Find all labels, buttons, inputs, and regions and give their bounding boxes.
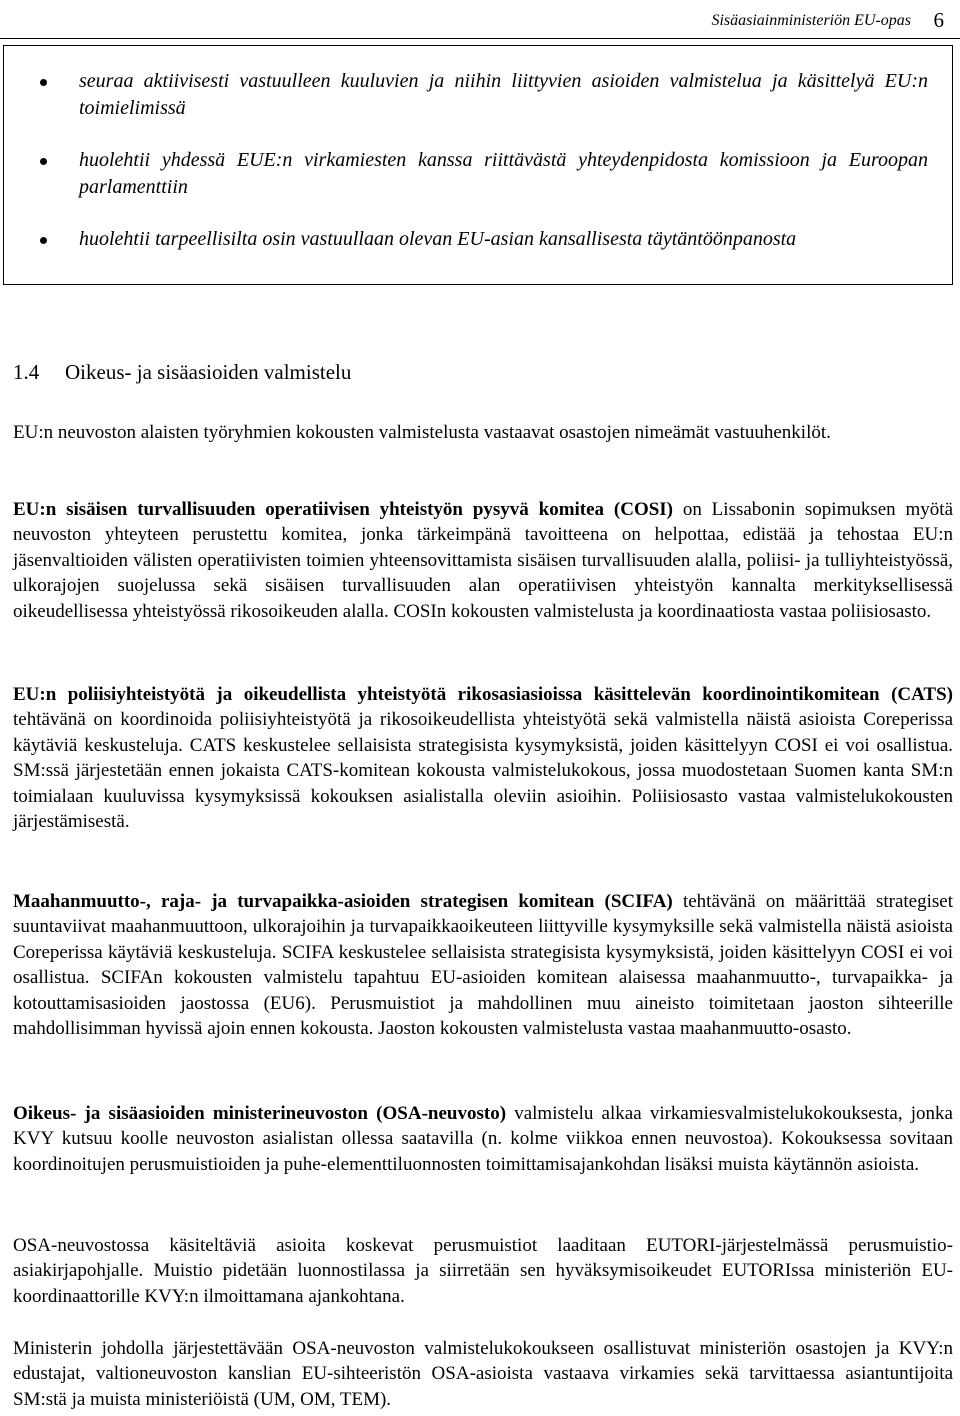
bullet-icon (40, 158, 47, 165)
paragraph-text: valmistelu alkaa virkamiesvalmistelukokouksesta, jonka KVY kutsuu koolle neuvoston asialistan ollessa saatavilla (n. kolme viikkoa ennen neuvostoa). Kokouksessa sovitaan koordinoitujen perusmuistioiden ja puhe-elementtiluonnosten toimittamisajankohdan lisäksi muista käytännön asioista. (13, 1103, 953, 1175)
page-number: 6 (933, 8, 944, 32)
paragraph-cats (13, 682, 953, 834)
document-title: Sisäasiainministeriön EU-opas (711, 12, 911, 29)
paragraph-text: OSA-neuvostossa käsiteltäviä asioita koskevat perusmuistiot laaditaan EUTORI-järjestelmässä perusmuistio-asiakirjapohjalle. Muistio pidetään luonnostilassa ja siirretään sen hyväksymisoikeudet EUTORIssa ministeriön EU-koordinaattorille KVY:n ilmoittamana ajankohtana. (13, 1235, 953, 1307)
paragraph-text: tehtävänä on määrittää strategiset suuntaviivat maahanmuuttoon, ulkorajoihin ja turvapaikkaoikeuteen liittyville kysymyksille sekä valmistella näistä asioista Coreperissa käytäviä keskusteluja. SCIFA keskustelee sellaisista strategisista kysymyksistä, joiden käsittelyyn COSI ei voi osallistua. SCIFAn kokousten valmistelu tapahtuu EU-asioiden komitean alaisessa maahanmuutto-, turvapaikka- ja kotouttamisasioiden jaostossa (EU6). Perusmuistiot ja mahdollinen muu aineisto toimitetaan jaoston sihteerille mahdollisimman hyvissä ajoin ennen kokousta. Jaoston kokousten valmistelusta vastaa maahanmuutto-osasto. (13, 891, 953, 1040)
bullet-list (4, 68, 952, 253)
list-item (4, 226, 952, 253)
responsibilities-box (3, 45, 953, 285)
paragraph-scifa (13, 889, 953, 1041)
bullet-icon (40, 237, 47, 244)
paragraph-text: Ministerin johdolla järjestettävään OSA-neuvoston valmistelukokoukseen osallistuvat ministeriön osastojen ja KVY:n edustajat, valtioneuvoston kanslian EU-sihteeristön OSA-asioista vastaava virkamies sekä tarvittaessa asiantuntijoita SM:stä ja muista ministeriöistä (UM, OM, TEM). (13, 1338, 953, 1410)
section-heading (13, 359, 351, 386)
section-title: Oikeus- ja sisäasioiden valmistelu (65, 360, 352, 384)
paragraph-bold-lead: Maahanmuutto-, raja- ja turvapaikka-asioiden strategisen komitean (SCIFA) (13, 891, 673, 912)
paragraph-bold-lead: EU:n poliisiyhteistyötä ja oikeudellista yhteistyötä rikosasiasioissa käsittelevän koordinointikomitean (CATS) (13, 684, 953, 705)
bullet-icon (40, 79, 47, 86)
paragraph-cosi (13, 497, 953, 624)
section-number: 1.4 (13, 360, 40, 384)
list-item (4, 147, 952, 201)
paragraph-text: on Lissabonin sopimuksen myötä neuvoston yhteyteen perustettu komitea, jonka tärkeimpänä tavoitteena on helpottaa, edistää ja tehostaa EU:n jäsenvaltioiden välisten operatiivisten toimien yhteensovittamista sisäisen turvallisuuden alalla, poliisi- ja tulliyhteistyössä, ulkorajojen suojelussa sekä sisäisen turvallisuuden alan operatiivisen yhteistyön kannalta merkityksellisessä oikeudellisessa yhteistyössä rikosoikeuden alalla. COSIn kokousten valmistelusta ja koordinaatiosta vastaa poliisiosasto. (13, 499, 953, 622)
header-divider (0, 38, 960, 39)
list-item-text: huolehtii tarpeellisilta osin vastuullaan olevan EU-asian kansallisesta täytäntöönpanosta (79, 228, 797, 250)
paragraph-bold-lead: Oikeus- ja sisäasioiden ministerineuvoston (OSA-neuvosto) (13, 1103, 507, 1124)
paragraph-osa-council (13, 1101, 953, 1177)
page-header (0, 8, 944, 36)
list-item-text: huolehtii yhdessä EUE:n virkamiesten kanssa riittävästä yhteydenpidosta komissioon ja Euroopan parlamenttiin (79, 149, 928, 198)
paragraph-working-groups (13, 420, 953, 445)
list-item-text: seuraa aktiivisesti vastuulleen kuuluvien ja niihin liittyvien asioiden valmistelua ja käsittelyä EU:n toimielimissä (79, 70, 928, 119)
list-item (4, 68, 952, 122)
paragraph-text: tehtävänä on koordinoida poliisiyhteistyötä ja rikosoikeudellista yhteistyötä sekä valmistella näistä asioista Coreperissa käytäviä keskusteluja. CATS keskustelee sellaisista strategisista kysymyksistä, joiden käsittelyyn COSI ei voi osallistua. SM:ssä järjestetään ennen jokaista CATS-komitean kokousta valmistelukokous, jossa muodostetaan Suomen kanta SM:n toimialaan kuuluvissa kysymyksissä kokouksen asialistalla oleviin asioihin. Poliisiosasto vastaa valmistelukokousten järjestämisestä. (13, 709, 953, 833)
paragraph-text: EU:n neuvoston alaisten työryhmien kokousten valmistelusta vastaavat osastojen nimeämät vastuuhenkilöt. (13, 422, 831, 443)
paragraph-preparation-meeting (13, 1336, 953, 1412)
paragraph-bold-lead: EU:n sisäisen turvallisuuden operatiivisen yhteistyön pysyvä komitea (COSI) (13, 499, 674, 520)
paragraph-eutori (13, 1233, 953, 1309)
